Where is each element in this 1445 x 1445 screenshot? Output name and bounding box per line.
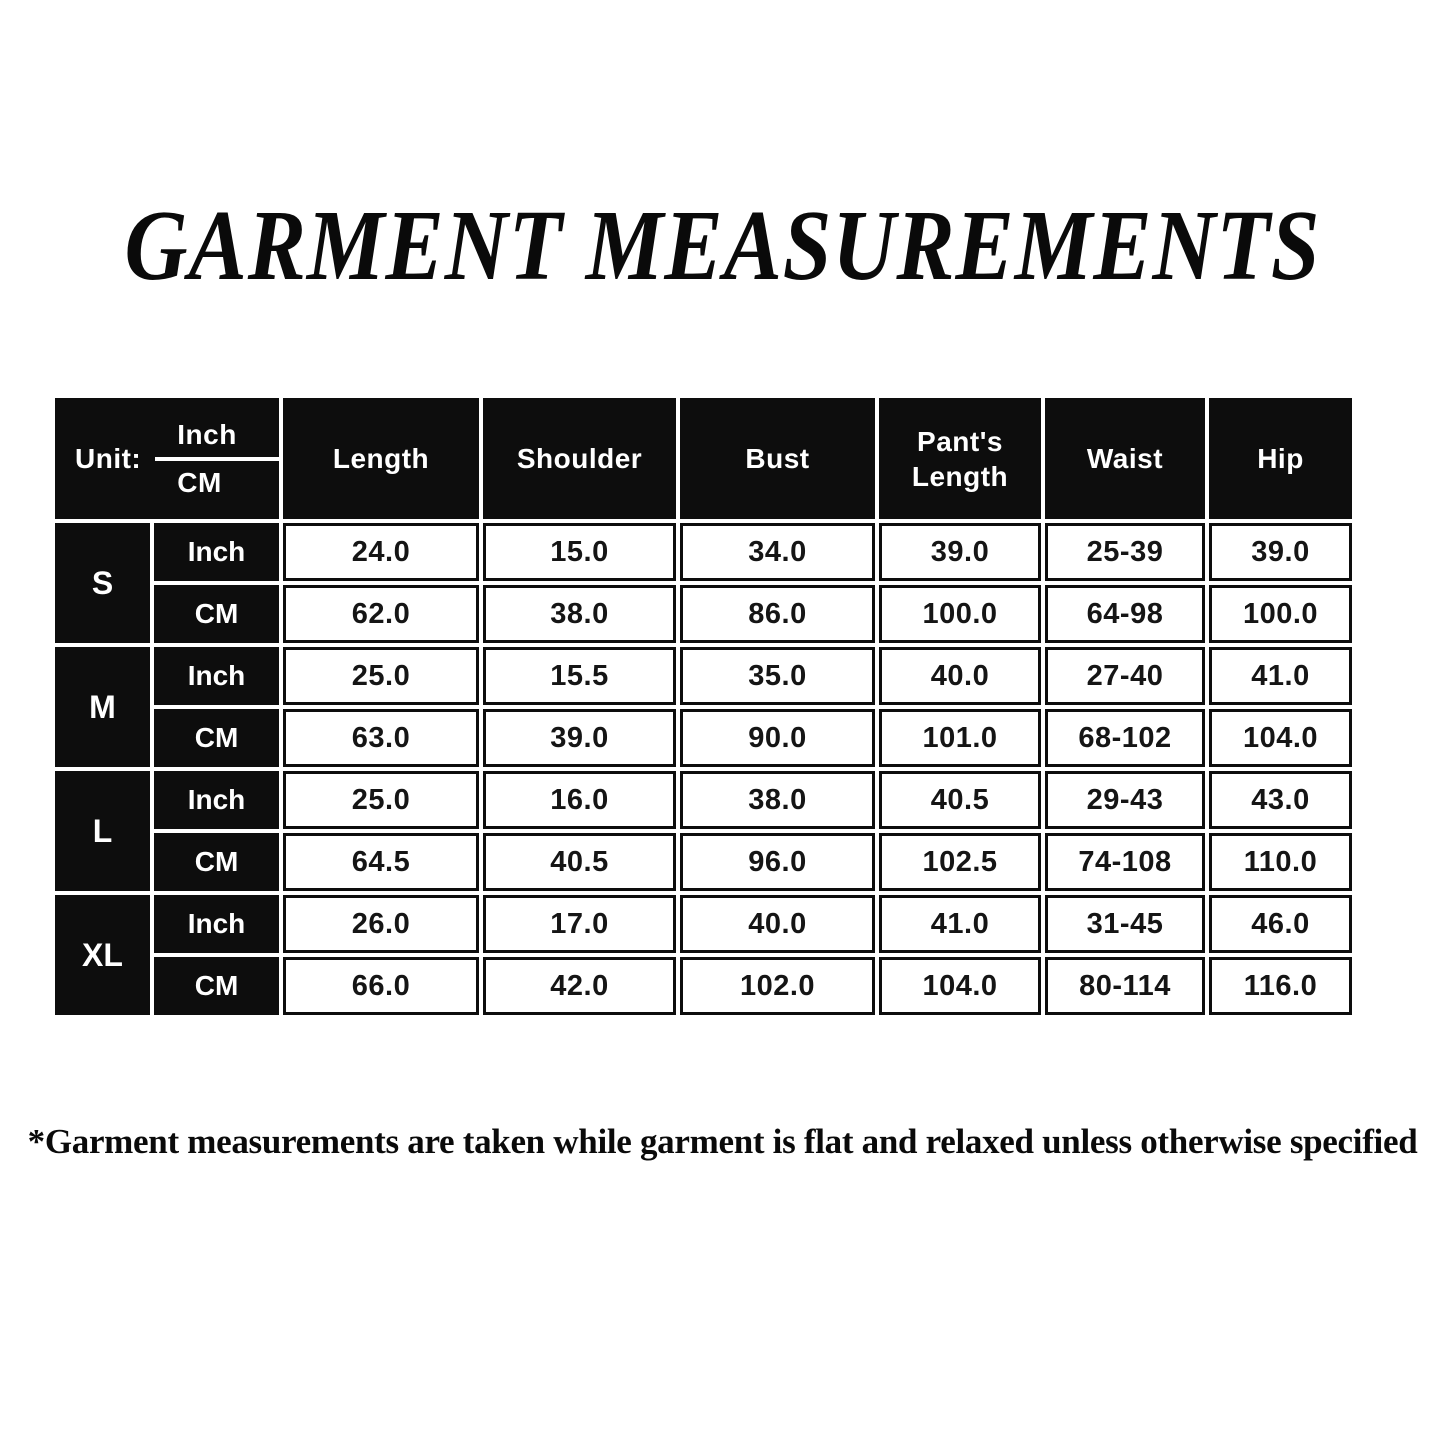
unit-fraction: [155, 419, 279, 499]
size-label-l: L: [55, 771, 150, 891]
row-unit-inch: Inch: [154, 895, 279, 953]
page-title-wrap: [0, 190, 1445, 302]
cell-xl-cm-bust: 102.0: [680, 957, 875, 1015]
cell-l-cm-hip: 110.0: [1209, 833, 1352, 891]
cell-s-cm-pants-length: 100.0: [879, 585, 1041, 643]
cell-s-inch-length: 24.0: [283, 523, 479, 581]
size-label-xl: XL: [55, 895, 150, 1015]
cell-m-cm-shoulder: 39.0: [483, 709, 676, 767]
unit-inch-label: Inch: [155, 419, 279, 461]
cell-m-cm-hip: 104.0: [1209, 709, 1352, 767]
cell-xl-inch-pants-length: 41.0: [879, 895, 1041, 953]
cell-m-cm-bust: 90.0: [680, 709, 875, 767]
row-unit-cm: CM: [154, 957, 279, 1015]
cell-m-inch-hip: 41.0: [1209, 647, 1352, 705]
cell-s-cm-hip: 100.0: [1209, 585, 1352, 643]
cell-xl-inch-length: 26.0: [283, 895, 479, 953]
page-title: GARMENT MEASUREMENTS: [124, 190, 1321, 302]
cell-m-inch-waist: 27-40: [1045, 647, 1205, 705]
cell-m-inch-bust: 35.0: [680, 647, 875, 705]
cell-l-cm-waist: 74-108: [1045, 833, 1205, 891]
cell-s-inch-waist: 25-39: [1045, 523, 1205, 581]
cell-l-cm-shoulder: 40.5: [483, 833, 676, 891]
measurement-disclaimer: *Garment measurements are taken while garment is flat and relaxed unless otherwise specified: [27, 1122, 1418, 1161]
unit-label: Unit:: [75, 442, 142, 474]
header-cell-length: Length: [283, 398, 479, 519]
cell-l-inch-hip: 43.0: [1209, 771, 1352, 829]
cell-xl-inch-waist: 31-45: [1045, 895, 1205, 953]
cell-s-cm-waist: 64-98: [1045, 585, 1205, 643]
cell-m-cm-pants-length: 101.0: [879, 709, 1041, 767]
cell-xl-inch-bust: 40.0: [680, 895, 875, 953]
cell-m-inch-length: 25.0: [283, 647, 479, 705]
cell-s-cm-length: 62.0: [283, 585, 479, 643]
cell-m-cm-waist: 68-102: [1045, 709, 1205, 767]
row-unit-inch: Inch: [154, 647, 279, 705]
cell-l-inch-pants-length: 40.5: [879, 771, 1041, 829]
cell-s-cm-shoulder: 38.0: [483, 585, 676, 643]
header-cell-waist: Waist: [1045, 398, 1205, 519]
cell-s-inch-shoulder: 15.0: [483, 523, 676, 581]
cell-xl-inch-shoulder: 17.0: [483, 895, 676, 953]
header-cell-unit: [55, 398, 279, 519]
cell-m-inch-shoulder: 15.5: [483, 647, 676, 705]
header-cell-pants-length: Pant's Length: [879, 398, 1041, 519]
row-unit-cm: CM: [154, 585, 279, 643]
cell-l-inch-bust: 38.0: [680, 771, 875, 829]
cell-xl-cm-waist: 80-114: [1045, 957, 1205, 1015]
size-label-m: M: [55, 647, 150, 767]
cell-xl-cm-length: 66.0: [283, 957, 479, 1015]
cell-s-inch-pants-length: 39.0: [879, 523, 1041, 581]
cell-xl-cm-pants-length: 104.0: [879, 957, 1041, 1015]
unit-cm-label: CM: [177, 466, 222, 498]
row-unit-inch: Inch: [154, 523, 279, 581]
cell-l-inch-waist: 29-43: [1045, 771, 1205, 829]
header-cell-hip: Hip: [1209, 398, 1352, 519]
cell-l-cm-length: 64.5: [283, 833, 479, 891]
cell-s-inch-bust: 34.0: [680, 523, 875, 581]
row-unit-cm: CM: [154, 709, 279, 767]
cell-m-cm-length: 63.0: [283, 709, 479, 767]
row-unit-inch: Inch: [154, 771, 279, 829]
cell-s-inch-hip: 39.0: [1209, 523, 1352, 581]
header-cell-bust: Bust: [680, 398, 875, 519]
cell-s-cm-bust: 86.0: [680, 585, 875, 643]
cell-m-inch-pants-length: 40.0: [879, 647, 1041, 705]
cell-l-cm-bust: 96.0: [680, 833, 875, 891]
cell-l-cm-pants-length: 102.5: [879, 833, 1041, 891]
size-label-s: S: [55, 523, 150, 643]
header-cell-shoulder: Shoulder: [483, 398, 676, 519]
cell-l-inch-length: 25.0: [283, 771, 479, 829]
cell-xl-cm-shoulder: 42.0: [483, 957, 676, 1015]
cell-xl-inch-hip: 46.0: [1209, 895, 1352, 953]
cell-l-inch-shoulder: 16.0: [483, 771, 676, 829]
cell-xl-cm-hip: 116.0: [1209, 957, 1352, 1015]
row-unit-cm: CM: [154, 833, 279, 891]
garment-measurements-table: [55, 398, 1352, 1015]
